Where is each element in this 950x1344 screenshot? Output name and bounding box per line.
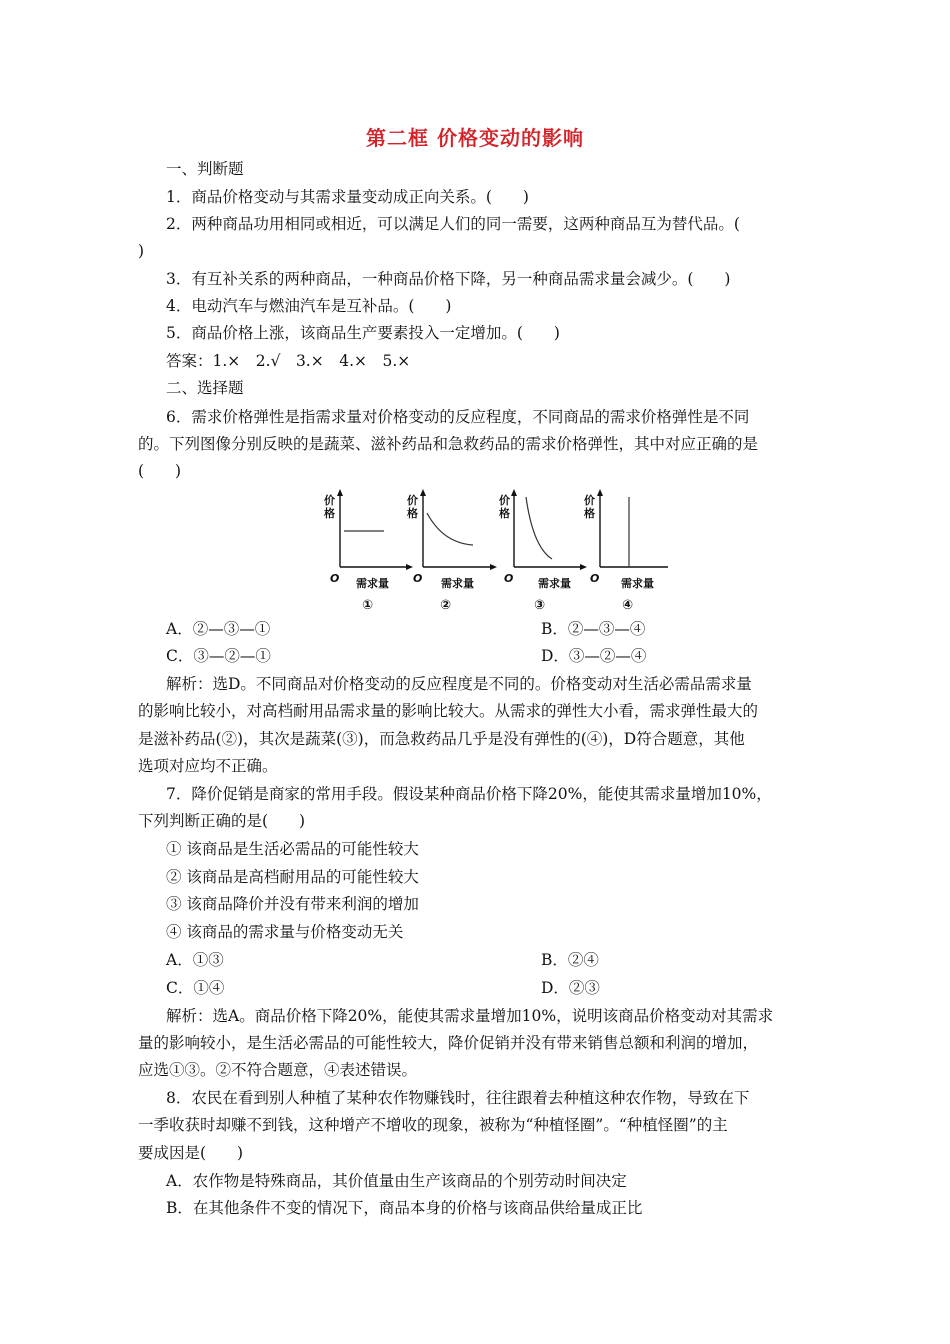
question-7-line: 下列判断正确的是( ) [138,812,306,830]
judgement-item-continued: ) [138,242,145,260]
answer-line: 答案：1.× 2.√ 3.× 4.× 5.× [166,352,411,370]
q7-statement: ④ 该商品的需求量与价格变动无关 [166,923,404,941]
question-6-line: 的。下列图像分别反映的是蔬菜、滋补药品和急救药品的需求价格弹性，其中对应正确的是 [138,435,759,453]
q7-option-b: B．②④ [541,951,599,969]
graph-3-y-label-1: 价 [499,494,510,507]
section-heading-judgement: 一、判断题 [166,160,244,178]
graph-2-curve [427,513,473,545]
q7-option-d: D．②③ [541,979,600,997]
graph-4-number: ④ [622,598,634,613]
section-heading-choice: 二、选择题 [166,379,244,397]
q7-option-c: C．①④ [166,979,225,997]
judgement-item: 2．两种商品功用相同或相近，可以满足人们的同一需要，这两种商品互为替代品。( [166,215,740,233]
q7-statement: ② 该商品是高档耐用品的可能性较大 [166,868,419,886]
q6-option-a: A．②—③—① [166,620,271,638]
q7-analysis-line: 解析：选A。商品价格下降20%，能使其需求量增加10%，说明该商品价格变动对其需求 [166,1007,774,1025]
question-6-line: ( ) [138,462,182,480]
graph-3-x-arrow [580,564,587,570]
q6-analysis-line: 是滋补药品(②)，其次是蔬菜(③)，而急救药品几乎是没有弹性的(④)，D符合题意，其他 [138,730,745,748]
graph-2-origin: O [413,572,423,585]
judgement-item: 5．商品价格上涨，该商品生产要素投入一定增加。( ) [166,324,560,342]
graph-3-y-label-2: 格 [499,507,510,520]
graph-1-origin: O [330,572,340,585]
judgement-item: 3．有互补关系的两种商品，一种商品价格下降，另一种商品需求量会减少。( ) [166,270,731,288]
graph-4-y-label-1: 价 [584,494,595,507]
q6-analysis-line: 的影响比较小，对高档耐用品需求量的影响比较大。从需求的弹性大小看，需求弹性最大的 [138,702,759,720]
graph-1-y-label-2: 格 [324,507,335,520]
graph-2-number: ② [440,598,452,613]
graph-4-y-arrow [597,489,603,496]
graph-1-y-arrow [337,489,343,496]
page-title: 第二框 价格变动的影响 [366,126,584,150]
question-8-line: 一季收获时却赚不到钱，这种增产不增收的现象，被称为“种植怪圈”。“种植怪圈”的主 [138,1116,728,1134]
graph-4-origin: O [590,572,600,585]
graph-1-y-label-1: 价 [324,494,335,507]
graph-2-y-label-2: 格 [407,507,418,520]
graph-3-curve [526,497,552,559]
q8-option-b: B．在其他条件不变的情况下，商品本身的价格与该商品供给量成正比 [166,1199,643,1217]
question-8-line: 8．农民在看到别人种植了某种农作物赚钱时，往往跟着去种植这种农作物，导致在下 [166,1089,750,1107]
graph-2-x-arrow [490,564,497,570]
q6-analysis-line: 选项对应均不正确。 [138,757,278,775]
q7-analysis-line: 量的影响较小，是生活必需品的可能性较大，降价促销并没有带来销售总额和利润的增加， [138,1034,759,1052]
q6-option-b: B．②—③—④ [541,620,646,638]
demand-elasticity-graphs [318,487,668,617]
judgement-item: 1．商品价格变动与其需求量变动成正向关系。( ) [166,188,529,206]
graph-3-origin: O [504,572,514,585]
graph-1-x-arrow [406,564,413,570]
graph-4-y-label-2: 格 [584,507,595,520]
q7-analysis-line: 应选①③。②不符合题意，④表述错误。 [138,1061,418,1079]
question-6-line: 6．需求价格弹性是指需求量对价格变动的反应程度，不同商品的需求价格弹性是不同 [166,408,750,426]
q7-statement: ③ 该商品降价并没有带来利润的增加 [166,895,419,913]
graph-4-x-label: 需求量 [621,577,654,590]
question-8-line: 要成因是( ) [138,1144,244,1162]
q6-option-c: C．③—②—① [166,647,271,665]
graph-2-x-label: 需求量 [441,577,474,590]
q7-option-a: A．①③ [166,951,224,969]
graph-1-x-label: 需求量 [356,577,389,590]
graph-3-number: ③ [534,598,546,613]
graph-2-y-arrow [420,489,426,496]
q7-statement: ① 该商品是生活必需品的可能性较大 [166,840,419,858]
graph-1-number: ① [362,598,374,613]
question-7-line: 7．降价促销是商家的常用手段。假设某种商品价格下降20%，能使其需求量增加10%， [166,785,772,803]
graph-3-x-label: 需求量 [538,577,571,590]
graph-2-y-label-1: 价 [407,494,418,507]
graph-3-y-arrow [511,489,517,496]
judgement-item: 4．电动汽车与燃油汽车是互补品。( ) [166,297,452,315]
q8-option-a: A．农作物是特殊商品，其价值量由生产该商品的个别劳动时间决定 [166,1172,627,1190]
q6-analysis-line: 解析：选D。不同商品对价格变动的反应程度是不同的。价格变动对生活必需品需求量 [166,675,752,693]
q6-option-d: D．③—②—④ [541,647,647,665]
